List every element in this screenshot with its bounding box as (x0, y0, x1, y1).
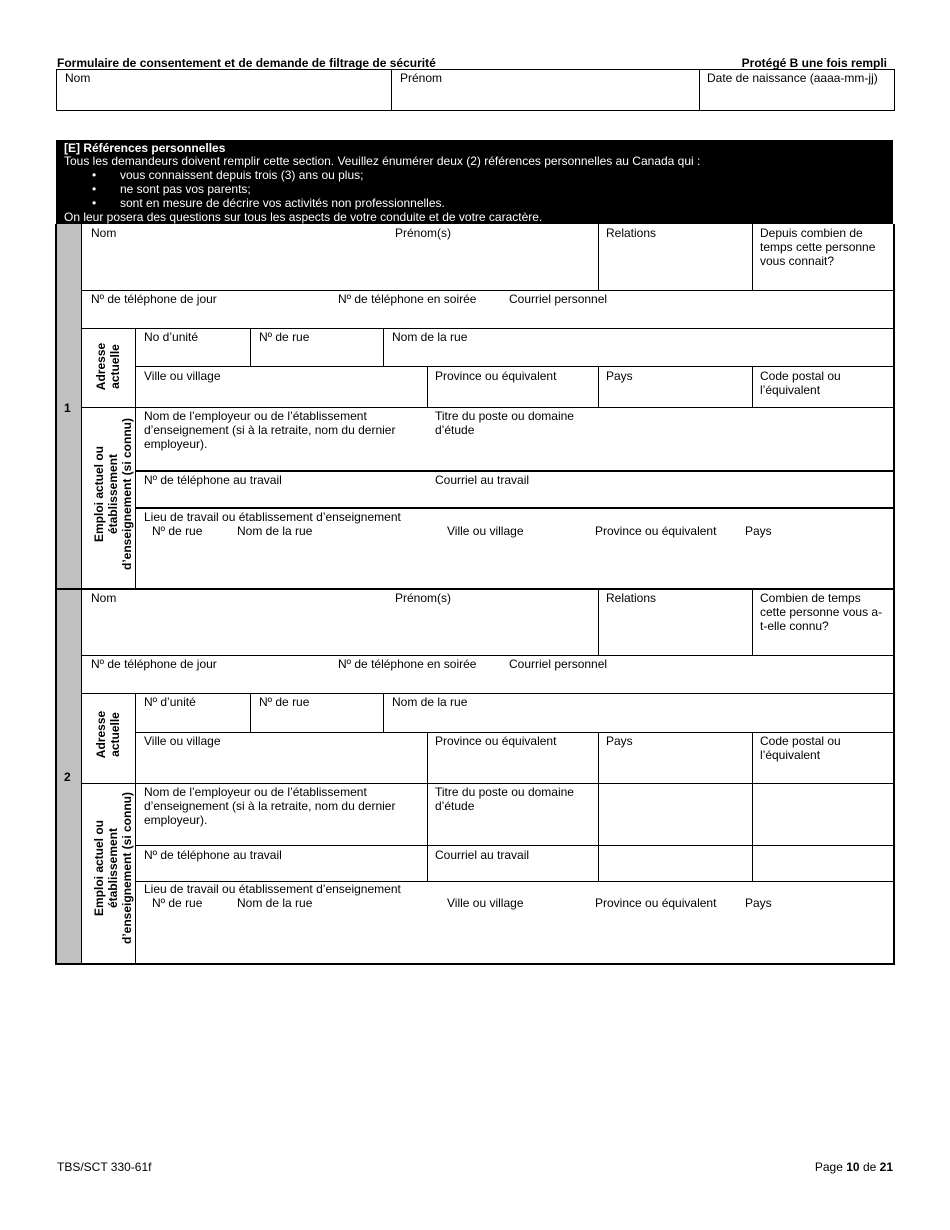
form-title: Formulaire de consentement et de demande de filtrage de sécurité (57, 56, 436, 70)
ref2-province-field[interactable]: Province ou équivalent (435, 734, 557, 748)
ref1-relations-field[interactable]: Relations (606, 226, 657, 240)
ref2-duration-field[interactable]: Combien de temps cette personne vous a-t-elle connu? (760, 591, 883, 633)
ref2-lieu-travail-label: Lieu de travail ou établissement d’enseignement (144, 882, 401, 896)
ref1-lieu-travail-label: Lieu de travail ou établissement d’enseignement (144, 510, 401, 524)
ref2-code-postal-field[interactable]: Code postal ou l’équivalent (760, 734, 841, 762)
ref1-lieu-no-rue-field[interactable]: Nº de rue (152, 524, 203, 538)
ref1-pays-field[interactable]: Pays (606, 369, 633, 383)
bullet-icon: • (92, 196, 97, 210)
page-word: Page (814, 1160, 843, 1174)
ref2-tel-travail-field[interactable]: Nº de téléphone au travail (144, 848, 282, 862)
ref1-lieu-province-field[interactable]: Province ou équivalent (595, 524, 717, 538)
section-title: [E] Références personnelles (64, 141, 226, 155)
bullet-icon: • (92, 182, 97, 196)
ref1-address-label: Adresse actuelle (94, 342, 122, 391)
ref1-tel-jour-field[interactable]: Nº de téléphone de jour (91, 292, 217, 306)
ref2-lieu-province-field[interactable]: Province ou équivalent (595, 896, 717, 910)
ref1-code-postal-field[interactable]: Code postal ou l’équivalent (760, 369, 841, 397)
page-number (815, 1160, 893, 1174)
ref2-prenoms-field[interactable]: Prénom(s) (395, 591, 452, 605)
section-intro: Tous les demandeurs doivent remplir cette section. Veuillez énumérer deux (2) références personnelles au Canada qui : (64, 154, 701, 168)
ref2-lieu-nom-rue-field[interactable]: Nom de la rue (237, 896, 313, 910)
ref1-prenoms-field[interactable]: Prénom(s) (395, 226, 452, 240)
ref1-lieu-pays-field[interactable]: Pays (745, 524, 772, 538)
ref1-duration-field[interactable]: Depuis combien de temps cette personne vous connait? (760, 226, 876, 268)
classification-label: Protégé B une fois rempli (741, 56, 887, 70)
ref2-unite-field[interactable]: Nº d’unité (144, 695, 196, 709)
ref1-nom-field[interactable]: Nom (91, 226, 117, 240)
ref1-tel-travail-field[interactable]: Nº de téléphone au travail (144, 473, 282, 487)
ref1-ville-field[interactable]: Ville ou village (144, 369, 221, 383)
ref2-pays-field[interactable]: Pays (606, 734, 633, 748)
section-outro: On leur posera des questions sur tous les aspects de votre conduite et de votre caractère. (64, 210, 543, 224)
ref2-lieu-ville-field[interactable]: Ville ou village (447, 896, 524, 910)
ref1-no-rue-field[interactable]: Nº de rue (259, 330, 310, 344)
ref2-lieu-pays-field[interactable]: Pays (745, 896, 772, 910)
ref2-tel-jour-field[interactable]: Nº de téléphone de jour (91, 657, 217, 671)
ref1-titre-poste-field[interactable]: Titre du poste ou domaine d’étude (435, 409, 574, 437)
ref1-province-field[interactable]: Province ou équivalent (435, 369, 557, 383)
ref2-courriel-perso-field[interactable]: Courriel personnel (509, 657, 608, 671)
ref2-employment-label: Emploi actuel ou établissement d’enseignement (si connu) (92, 792, 134, 945)
ref2-lieu-no-rue-field[interactable]: Nº de rue (152, 896, 203, 910)
ref2-tel-soir-field[interactable]: Nº de téléphone en soirée (338, 657, 477, 671)
ref1-lieu-ville-field[interactable]: Ville ou village (447, 524, 524, 538)
form-code: TBS/SCT 330-61f (57, 1160, 152, 1174)
ref1-courriel-travail-field[interactable]: Courriel au travail (435, 473, 530, 487)
ref2-employeur-field[interactable]: Nom de l’employeur ou de l’établissement d’enseignement (si à la retraite, nom du dernier employeur). (144, 785, 396, 827)
page-total: 21 (879, 1160, 893, 1174)
ref2-relations-field[interactable]: Relations (606, 591, 657, 605)
ref2-nom-rue-field[interactable]: Nom de la rue (392, 695, 468, 709)
ref2-address-label: Adresse actuelle (94, 710, 122, 759)
page-current: 10 (846, 1160, 860, 1174)
ref2-courriel-travail-field[interactable]: Courriel au travail (435, 848, 530, 862)
ref1-unite-field[interactable]: No d’unité (144, 330, 199, 344)
ref2-no-rue-field[interactable]: Nº de rue (259, 695, 310, 709)
ref1-lieu-nom-rue-field[interactable]: Nom de la rue (237, 524, 313, 538)
ref2-ville-field[interactable]: Ville ou village (144, 734, 221, 748)
ref2-titre-poste-field[interactable]: Titre du poste ou domaine d’étude (435, 785, 574, 813)
reference-2-number: 2 (64, 770, 71, 784)
applicant-firstname-field[interactable]: Prénom (400, 71, 443, 85)
applicant-dob-field[interactable]: Date de naissance (aaaa-mm-jj) (707, 71, 878, 85)
page-of: de (862, 1160, 877, 1174)
ref1-employment-label: Emploi actuel ou établissement d’enseignement (si connu) (92, 418, 134, 571)
ref1-tel-soir-field[interactable]: Nº de téléphone en soirée (338, 292, 477, 306)
bullet-item: sont en mesure de décrire vos activités non professionnelles. (120, 196, 445, 210)
ref2-nom-field[interactable]: Nom (91, 591, 117, 605)
reference-1-number: 1 (64, 401, 71, 415)
applicant-name-field[interactable]: Nom (65, 71, 91, 85)
ref1-nom-rue-field[interactable]: Nom de la rue (392, 330, 468, 344)
bullet-item: ne sont pas vos parents; (120, 182, 251, 196)
bullet-item: vous connaissent depuis trois (3) ans ou plus; (120, 168, 364, 182)
section-e-header (56, 140, 893, 224)
ref1-courriel-perso-field[interactable]: Courriel personnel (509, 292, 608, 306)
ref1-employeur-field[interactable]: Nom de l’employeur ou de l’établissement d’enseignement (si à la retraite, nom du dernier employeur). (144, 409, 396, 451)
bullet-icon: • (92, 168, 97, 182)
